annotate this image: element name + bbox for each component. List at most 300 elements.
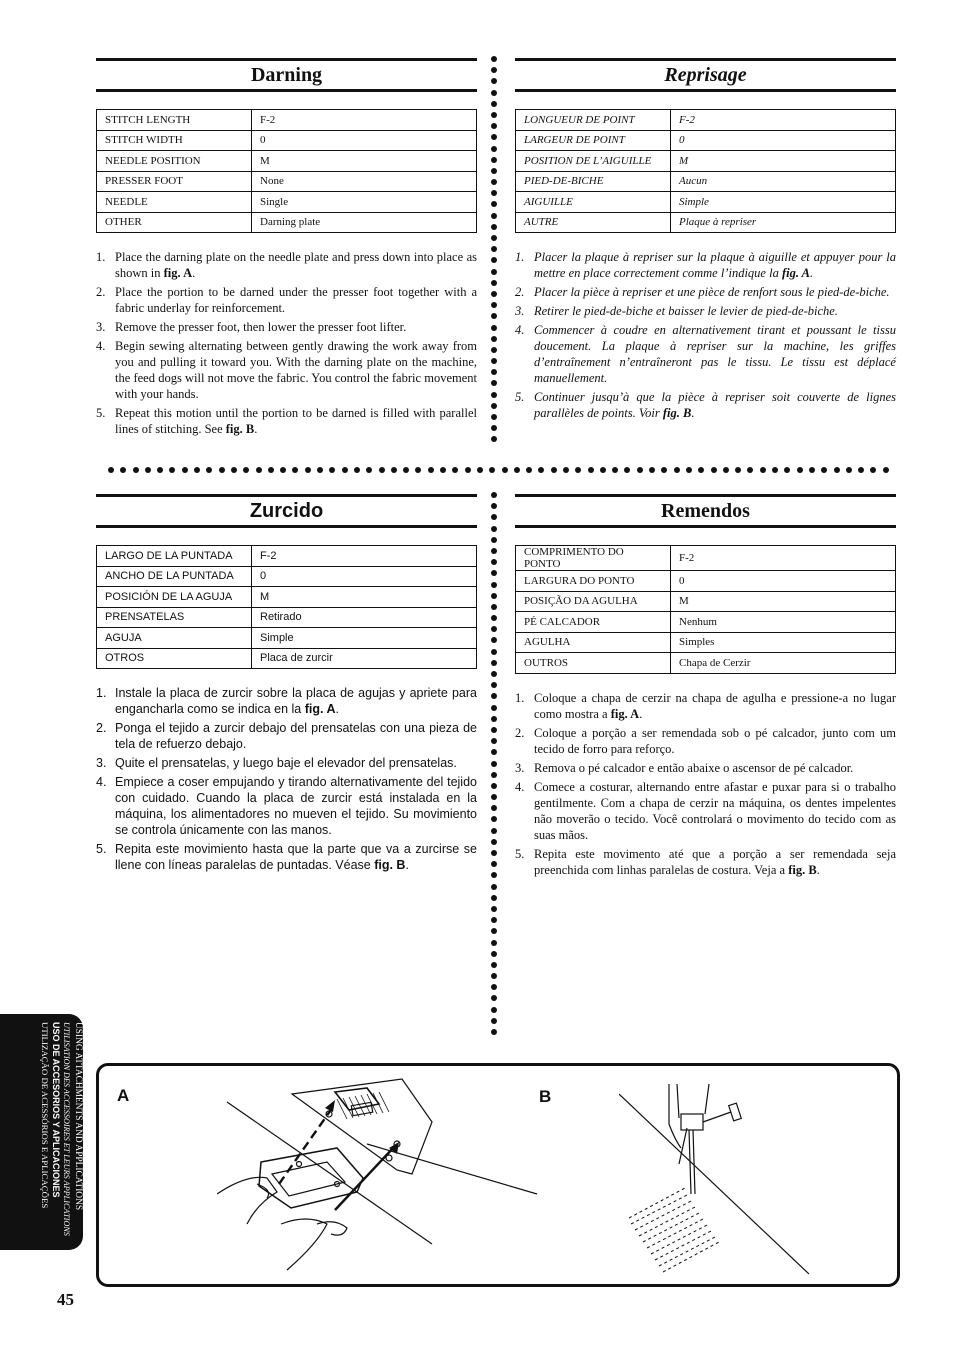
setting-name: OTROS bbox=[97, 648, 252, 669]
separator-dot bbox=[491, 570, 497, 576]
separator-dot bbox=[491, 1029, 497, 1035]
separator-dot bbox=[231, 467, 237, 473]
separator-dot bbox=[491, 749, 497, 755]
separator-dot bbox=[256, 467, 262, 473]
settings-row bbox=[516, 546, 896, 571]
separator-dot bbox=[491, 78, 497, 84]
settings-row bbox=[516, 632, 896, 653]
settings-row bbox=[516, 612, 896, 633]
separator-dot bbox=[206, 467, 212, 473]
section-reprisage bbox=[515, 58, 896, 424]
separator-dot bbox=[674, 467, 680, 473]
figure-a-darning-plate-illustration bbox=[217, 1074, 547, 1278]
settings-row bbox=[97, 130, 477, 151]
step-end: . bbox=[639, 706, 643, 721]
separator-dot bbox=[491, 380, 497, 386]
step-number: 2. bbox=[96, 285, 106, 299]
step-end: . bbox=[691, 406, 695, 420]
separator-dot bbox=[491, 56, 497, 62]
figure-reference: fig. B bbox=[374, 858, 406, 872]
separator-dot bbox=[491, 537, 497, 543]
separator-dot bbox=[491, 828, 497, 834]
step-number: 2. bbox=[515, 725, 525, 740]
instruction-step bbox=[96, 249, 477, 281]
step-text: Commencer à coudre en alternativement tirant et poussant le tissu doucement. La plaque à repriser sur la machine, les griffes d’entraînement n’entraîneront pas le tissu. Le tissu est déplacé manuellement. bbox=[534, 323, 896, 385]
separator-dot bbox=[440, 467, 446, 473]
separator-dot bbox=[491, 917, 497, 923]
setting-name: PRESSER FOOT bbox=[97, 171, 252, 192]
separator-dot bbox=[747, 467, 753, 473]
setting-name: AIGUILLE bbox=[516, 192, 671, 213]
separator-dot bbox=[415, 467, 421, 473]
separator-dot bbox=[491, 492, 497, 498]
separator-dot bbox=[491, 201, 497, 207]
settings-table bbox=[96, 109, 477, 233]
separator-dot bbox=[491, 246, 497, 252]
settings-row bbox=[516, 591, 896, 612]
separator-dot bbox=[491, 257, 497, 263]
separator-dot bbox=[698, 467, 704, 473]
setting-name: STITCH WIDTH bbox=[97, 130, 252, 151]
separator-dot bbox=[379, 467, 385, 473]
step-number: 3. bbox=[96, 756, 107, 770]
setting-value: F-2 bbox=[252, 110, 477, 131]
settings-row bbox=[97, 628, 477, 649]
separator-dot bbox=[491, 761, 497, 767]
instruction-step bbox=[515, 284, 896, 300]
separator-dot bbox=[491, 671, 497, 677]
separator-dot bbox=[491, 604, 497, 610]
separator-dot bbox=[329, 467, 335, 473]
separator-dot bbox=[772, 467, 778, 473]
step-number: 4. bbox=[515, 323, 525, 337]
setting-name: LARGURA DO PONTO bbox=[516, 571, 671, 592]
setting-value: 0 bbox=[252, 130, 477, 151]
separator-dot bbox=[491, 112, 497, 118]
section-darning bbox=[96, 58, 477, 440]
separator-dot bbox=[600, 467, 606, 473]
horizontal-dot-separator bbox=[108, 467, 889, 473]
separator-dot bbox=[491, 336, 497, 342]
figure-reference: fig. A bbox=[781, 266, 810, 280]
step-text: Comece a costurar, alternando entre afastar e puxar para si o trabalho gentilmente. Com a chapa de cerzir na máquina, os dentes impelentes não moverão o tecido. Você controlará o movimento do tecido com as suas mãos. bbox=[534, 779, 896, 842]
step-text: Place the portion to be darned under the presser foot together with a fabric underlay for reinforcement. bbox=[115, 285, 477, 315]
instruction-step bbox=[96, 319, 477, 335]
instruction-step bbox=[96, 774, 477, 838]
separator-dot bbox=[624, 467, 630, 473]
section-title: Remendos bbox=[515, 494, 896, 528]
setting-value: M bbox=[671, 591, 896, 612]
step-number: 2. bbox=[515, 285, 525, 299]
side-tab-text bbox=[39, 1022, 83, 1236]
separator-dot bbox=[491, 940, 497, 946]
side-tab-line-spanish: USO DE ACCESORIOS Y APLICACIONES bbox=[51, 1022, 61, 1198]
setting-value: F-2 bbox=[671, 110, 896, 131]
instruction-step bbox=[515, 690, 896, 722]
settings-row bbox=[516, 653, 896, 674]
figure-reference: fig. B bbox=[225, 422, 255, 436]
separator-dot bbox=[491, 425, 497, 431]
separator-dot bbox=[491, 895, 497, 901]
separator-dot bbox=[491, 134, 497, 140]
setting-value: 0 bbox=[671, 571, 896, 592]
step-text: Remove the presser foot, then lower the presser foot lifter. bbox=[115, 320, 407, 334]
separator-dot bbox=[491, 816, 497, 822]
figure-a-label: A bbox=[117, 1086, 130, 1105]
settings-row bbox=[97, 151, 477, 172]
figure-panel bbox=[96, 1063, 900, 1287]
separator-dot bbox=[575, 467, 581, 473]
settings-table bbox=[515, 545, 896, 674]
separator-dot bbox=[491, 369, 497, 375]
setting-value: M bbox=[252, 587, 477, 608]
section-remendos bbox=[515, 494, 896, 881]
step-number: 3. bbox=[515, 760, 525, 775]
setting-name: COMPRIMENTO DO PONTO bbox=[516, 546, 671, 571]
setting-value: Single bbox=[252, 192, 477, 213]
separator-dot bbox=[491, 302, 497, 308]
separator-dot bbox=[120, 467, 126, 473]
step-end: . bbox=[809, 266, 814, 280]
separator-dot bbox=[491, 559, 497, 565]
separator-dot bbox=[858, 467, 864, 473]
separator-dot bbox=[491, 705, 497, 711]
setting-name: OUTROS bbox=[516, 653, 671, 674]
setting-name: PÉ CALCADOR bbox=[516, 612, 671, 633]
setting-value: Simple bbox=[671, 192, 896, 213]
separator-dot bbox=[491, 1018, 497, 1024]
step-text: Quite el prensatelas, y luego baje el elevador del prensatelas. bbox=[115, 756, 457, 770]
figure-b-label: B bbox=[539, 1087, 552, 1106]
settings-row bbox=[97, 566, 477, 587]
figure-b-stitched-fabric-illustration bbox=[619, 1084, 819, 1280]
side-tab-line-french: UTILISATION DES ACCESSOIRES ET LEURS APPLICATIONS bbox=[62, 1022, 71, 1236]
instruction-step bbox=[515, 846, 896, 878]
settings-row bbox=[97, 587, 477, 608]
separator-dot bbox=[491, 347, 497, 353]
step-number: 4. bbox=[96, 775, 107, 789]
step-text: Placer la plaque à repriser sur la plaque à aiguille et appuyer pour la mettre en place correctement comme l’indique la bbox=[534, 250, 896, 280]
setting-value: Nenhum bbox=[671, 612, 896, 633]
setting-name: POSITION DE L’AIGUILLE bbox=[516, 151, 671, 172]
separator-dot bbox=[145, 467, 151, 473]
separator-dot bbox=[797, 467, 803, 473]
settings-row bbox=[97, 171, 477, 192]
setting-name: POSICIÓN DE LA AGUJA bbox=[97, 587, 252, 608]
separator-dot bbox=[491, 995, 497, 1001]
step-end: . bbox=[335, 702, 339, 716]
side-tab-line-english: USING ATTACHMENTS AND APPLICATIONS bbox=[73, 1022, 83, 1211]
step-number: 5. bbox=[515, 390, 525, 404]
step-text: Repita este movimiento hasta que la parte que va a zurcirse se llene con líneas paralelas de puntadas. Véase bbox=[115, 842, 477, 872]
separator-dot bbox=[108, 467, 114, 473]
separator-dot bbox=[809, 467, 815, 473]
separator-dot bbox=[491, 213, 497, 219]
separator-dot bbox=[637, 467, 643, 473]
instruction-step bbox=[96, 338, 477, 402]
step-text: Begin sewing alternating between gently drawing the work away from you and pulling it toward you. With the darning plate on the machine, the feed dogs will not move the fabric. You control the fabric movement with your hands. bbox=[115, 339, 477, 401]
setting-name: NEEDLE POSITION bbox=[97, 151, 252, 172]
separator-dot bbox=[491, 146, 497, 152]
settings-row bbox=[97, 648, 477, 669]
settings-row bbox=[97, 192, 477, 213]
separator-dot bbox=[760, 467, 766, 473]
separator-dot bbox=[491, 693, 497, 699]
separator-dot bbox=[491, 157, 497, 163]
separator-dot bbox=[491, 615, 497, 621]
separator-dot bbox=[243, 467, 249, 473]
settings-row bbox=[516, 110, 896, 131]
figure-reference: fig. A bbox=[610, 706, 640, 721]
separator-dot bbox=[846, 467, 852, 473]
separator-dot bbox=[821, 467, 827, 473]
separator-dot bbox=[686, 467, 692, 473]
separator-dot bbox=[491, 850, 497, 856]
setting-value: Chapa de Cerzir bbox=[671, 653, 896, 674]
setting-value: Darning plate bbox=[252, 212, 477, 233]
figure-reference: fig. A bbox=[304, 702, 336, 716]
separator-dot bbox=[502, 467, 508, 473]
separator-dot bbox=[169, 467, 175, 473]
separator-dot bbox=[305, 467, 311, 473]
separator-dot bbox=[491, 1007, 497, 1013]
step-text: Remova o pé calcador e então abaixe o ascensor de pé calcador. bbox=[534, 760, 854, 775]
setting-value: Plaque à repriser bbox=[671, 212, 896, 233]
instruction-step bbox=[96, 841, 477, 873]
setting-value: None bbox=[252, 171, 477, 192]
figure-reference: fig. B bbox=[788, 862, 817, 877]
separator-dot bbox=[491, 772, 497, 778]
step-number: 4. bbox=[96, 339, 106, 353]
separator-dot bbox=[735, 467, 741, 473]
instruction-step bbox=[96, 284, 477, 316]
instruction-step bbox=[515, 249, 896, 281]
section-title: Reprisage bbox=[515, 58, 896, 92]
separator-dot bbox=[491, 660, 497, 666]
separator-dot bbox=[133, 467, 139, 473]
separator-dot bbox=[491, 179, 497, 185]
separator-dot bbox=[784, 467, 790, 473]
separator-dot bbox=[491, 67, 497, 73]
setting-value: M bbox=[671, 151, 896, 172]
separator-dot bbox=[157, 467, 163, 473]
settings-row bbox=[97, 110, 477, 131]
instruction-list bbox=[96, 685, 477, 873]
setting-name: LARGO DE LA PUNTADA bbox=[97, 546, 252, 567]
chapter-side-tab bbox=[0, 1014, 83, 1250]
settings-row bbox=[97, 546, 477, 567]
separator-dot bbox=[491, 101, 497, 107]
separator-dot bbox=[491, 884, 497, 890]
setting-value: Aucun bbox=[671, 171, 896, 192]
instruction-step bbox=[515, 725, 896, 757]
separator-dot bbox=[491, 973, 497, 979]
settings-row bbox=[516, 571, 896, 592]
separator-dot bbox=[491, 716, 497, 722]
step-number: 2. bbox=[96, 721, 107, 735]
step-text: Repita este movimento até que a porção a ser remendada seja preenchida com linhas paralelas de costura. Veja a bbox=[534, 846, 896, 877]
setting-value: Simples bbox=[671, 632, 896, 653]
separator-dot bbox=[477, 467, 483, 473]
separator-dot bbox=[342, 467, 348, 473]
step-end: . bbox=[192, 266, 196, 280]
separator-dot bbox=[491, 514, 497, 520]
settings-row bbox=[516, 212, 896, 233]
separator-dot bbox=[403, 467, 409, 473]
step-end: . bbox=[405, 858, 409, 872]
separator-dot bbox=[538, 467, 544, 473]
separator-dot bbox=[491, 861, 497, 867]
step-text: Empiece a coser empujando y tirando alternativamente del tejido con cuidado. Cuando la placa de zurcir está instalada en la máquina, los alimentadores no mueven el tejido. Su movimiento se controla únicamente con las manos. bbox=[115, 775, 477, 837]
step-text: Ponga el tejido a zurcir debajo del prensatelas con una pieza de tela de refuerzo debajo. bbox=[115, 721, 477, 751]
separator-dot bbox=[194, 467, 200, 473]
instruction-step bbox=[515, 303, 896, 319]
side-tab-line-portuguese: UTILIZAÇÃO DE ACESSÓRIOS E APLICAÇÕES bbox=[40, 1022, 50, 1209]
setting-name: AGULHA bbox=[516, 632, 671, 653]
step-text: Instale la placa de zurcir sobre la placa de agujas y apriete para engancharla como se indica en la bbox=[115, 686, 477, 716]
step-number: 1. bbox=[96, 686, 107, 700]
separator-dot bbox=[491, 313, 497, 319]
separator-dot bbox=[491, 403, 497, 409]
separator-dot bbox=[219, 467, 225, 473]
separator-dot bbox=[649, 467, 655, 473]
setting-value: M bbox=[252, 151, 477, 172]
vertical-dot-separator-top bbox=[491, 56, 499, 448]
step-number: 1. bbox=[515, 690, 525, 705]
instruction-step bbox=[515, 779, 896, 843]
page-number: 45 bbox=[57, 1290, 74, 1309]
vertical-dot-separator-bottom bbox=[491, 492, 499, 1040]
separator-dot bbox=[526, 467, 532, 473]
separator-dot bbox=[491, 414, 497, 420]
separator-dot bbox=[491, 593, 497, 599]
step-text: Retirer le pied-de-biche et baisser le levier de pied-de-biche. bbox=[534, 304, 838, 318]
setting-name: LONGUEUR DE POINT bbox=[516, 110, 671, 131]
separator-dot bbox=[491, 906, 497, 912]
separator-dot bbox=[366, 467, 372, 473]
instruction-list bbox=[515, 249, 896, 421]
separator-dot bbox=[563, 467, 569, 473]
separator-dot bbox=[588, 467, 594, 473]
setting-name: AUTRE bbox=[516, 212, 671, 233]
separator-dot bbox=[280, 467, 286, 473]
settings-table bbox=[96, 545, 477, 669]
separator-dot bbox=[491, 224, 497, 230]
instruction-step bbox=[515, 389, 896, 421]
step-number: 5. bbox=[96, 842, 107, 856]
setting-name: ANCHO DE LA PUNTADA bbox=[97, 566, 252, 587]
step-number: 3. bbox=[96, 320, 106, 334]
separator-dot bbox=[491, 436, 497, 442]
settings-row bbox=[516, 130, 896, 151]
separator-dot bbox=[491, 649, 497, 655]
step-end: . bbox=[816, 862, 820, 877]
step-text: Coloque a chapa de cerzir na chapa de agulha e pressione-a no lugar como mostra a bbox=[534, 690, 896, 721]
figure-reference: fig. B bbox=[662, 406, 692, 420]
settings-row bbox=[516, 151, 896, 172]
separator-dot bbox=[491, 325, 497, 331]
setting-name: NEEDLE bbox=[97, 192, 252, 213]
separator-dot bbox=[491, 984, 497, 990]
separator-dot bbox=[452, 467, 458, 473]
separator-dot bbox=[465, 467, 471, 473]
separator-dot bbox=[491, 90, 497, 96]
instruction-step bbox=[515, 322, 896, 386]
step-number: 4. bbox=[515, 779, 525, 794]
step-text: Coloque a porção a ser remendada sob o pé calcador, junto com um tecido de forro para reforço. bbox=[534, 725, 896, 756]
separator-dot bbox=[491, 928, 497, 934]
separator-dot bbox=[491, 582, 497, 588]
step-number: 1. bbox=[96, 250, 106, 264]
step-text: Continuer jusqu’à que la pièce à repriser soit couverte de lignes parallèles de points. Voir bbox=[534, 390, 896, 420]
instruction-step bbox=[96, 405, 477, 437]
settings-table bbox=[515, 109, 896, 233]
separator-dot bbox=[391, 467, 397, 473]
setting-name: PRENSATELAS bbox=[97, 607, 252, 628]
section-title: Darning bbox=[96, 58, 477, 92]
separator-dot bbox=[317, 467, 323, 473]
instruction-step bbox=[96, 720, 477, 752]
separator-dot bbox=[661, 467, 667, 473]
separator-dot bbox=[268, 467, 274, 473]
section-zurcido bbox=[96, 494, 477, 876]
setting-value: F-2 bbox=[671, 546, 896, 571]
setting-value: Retirado bbox=[252, 607, 477, 628]
settings-row bbox=[516, 171, 896, 192]
settings-row bbox=[97, 607, 477, 628]
separator-dot bbox=[491, 783, 497, 789]
separator-dot bbox=[491, 168, 497, 174]
step-number: 1. bbox=[515, 250, 525, 264]
separator-dot bbox=[491, 358, 497, 364]
separator-dot bbox=[428, 467, 434, 473]
separator-dot bbox=[491, 392, 497, 398]
separator-dot bbox=[491, 805, 497, 811]
instruction-step bbox=[96, 685, 477, 717]
separator-dot bbox=[489, 467, 495, 473]
separator-dot bbox=[491, 190, 497, 196]
setting-name: POSIÇÃO DA AGULHA bbox=[516, 591, 671, 612]
setting-value: 0 bbox=[252, 566, 477, 587]
separator-dot bbox=[491, 839, 497, 845]
setting-name: PIED-DE-BICHE bbox=[516, 171, 671, 192]
separator-dot bbox=[491, 280, 497, 286]
step-text: Repeat this motion until the portion to be darned is filled with parallel lines of stitching. See bbox=[115, 406, 477, 436]
setting-name: OTHER bbox=[97, 212, 252, 233]
instruction-list bbox=[515, 690, 896, 878]
separator-dot bbox=[491, 269, 497, 275]
separator-dot bbox=[491, 794, 497, 800]
separator-dot bbox=[711, 467, 717, 473]
setting-value: Simple bbox=[252, 628, 477, 649]
instruction-step bbox=[96, 755, 477, 771]
separator-dot bbox=[491, 727, 497, 733]
separator-dot bbox=[491, 951, 497, 957]
separator-dot bbox=[354, 467, 360, 473]
separator-dot bbox=[491, 637, 497, 643]
separator-dot bbox=[834, 467, 840, 473]
setting-value: 0 bbox=[671, 130, 896, 151]
separator-dot bbox=[491, 235, 497, 241]
separator-dot bbox=[491, 962, 497, 968]
setting-value: F-2 bbox=[252, 546, 477, 567]
step-number: 3. bbox=[515, 304, 525, 318]
separator-dot bbox=[182, 467, 188, 473]
setting-name: STITCH LENGTH bbox=[97, 110, 252, 131]
step-text: Placer la pièce à repriser et une pièce de renfort sous le pied-de-biche. bbox=[534, 285, 890, 299]
step-number: 5. bbox=[96, 406, 106, 420]
separator-dot bbox=[491, 503, 497, 509]
